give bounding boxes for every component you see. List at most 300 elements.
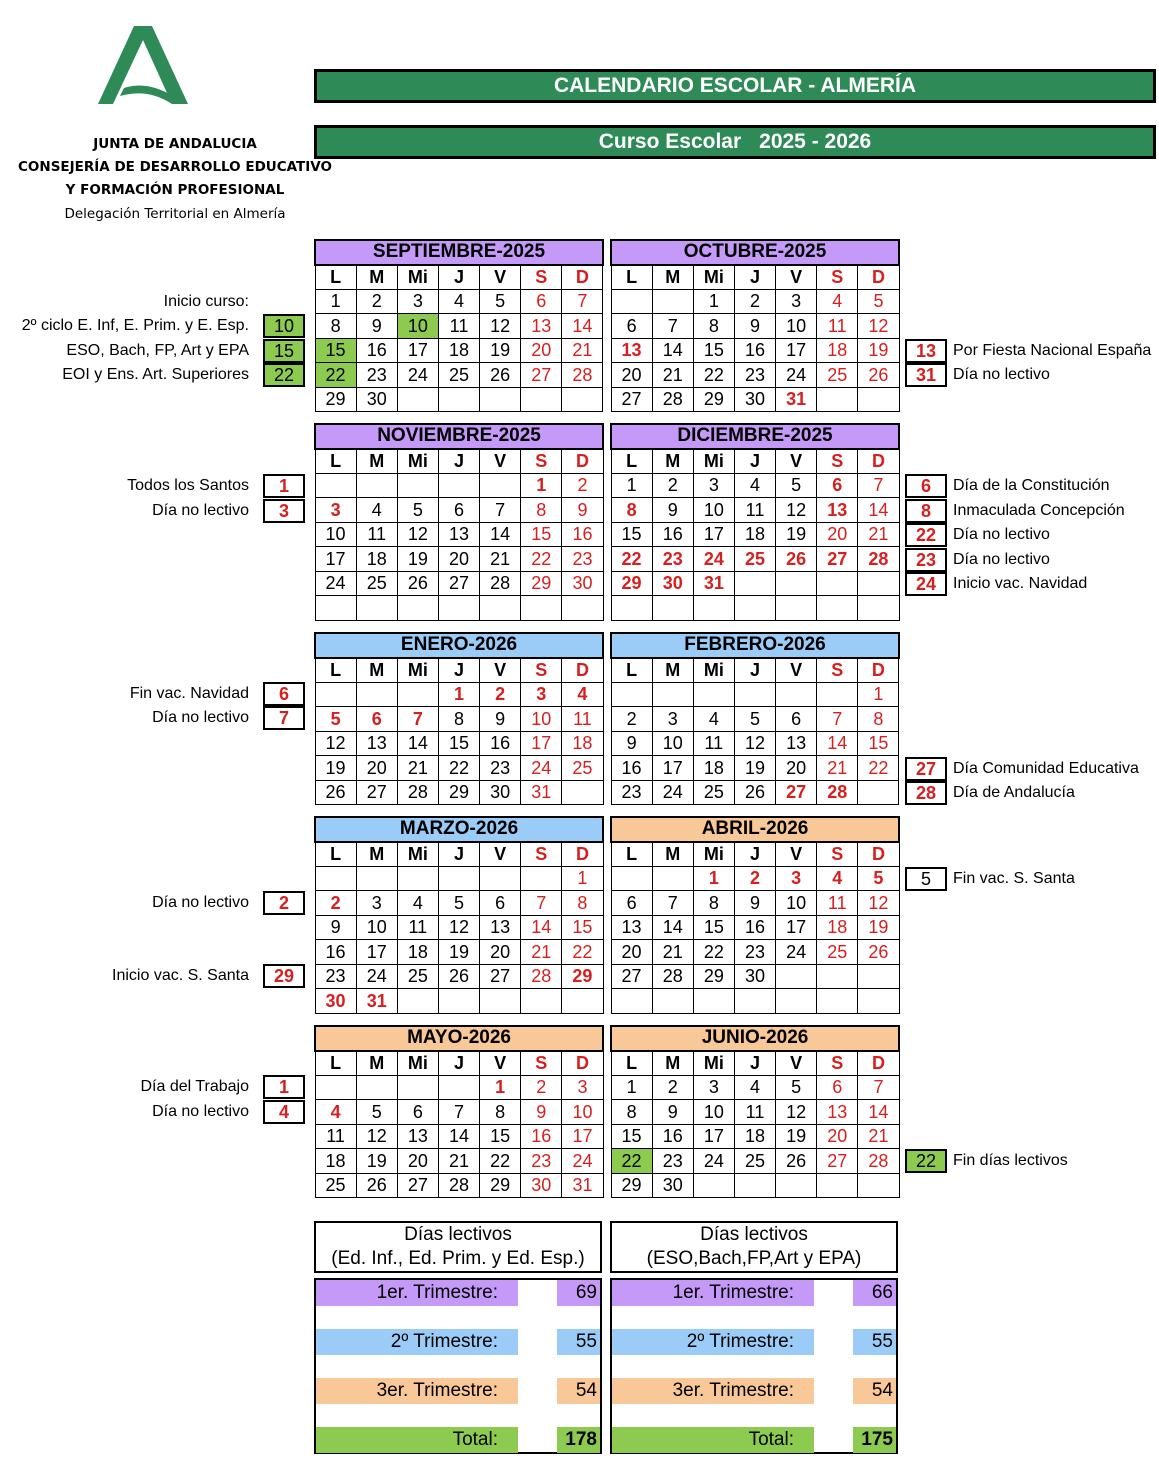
empty-day-cell <box>356 1075 397 1100</box>
weekday-header: L <box>611 842 652 867</box>
day-cell: 4 <box>356 498 397 523</box>
month-title: JUNIO-2026 <box>611 1026 899 1051</box>
right-note-day-box: 31 <box>905 363 947 387</box>
day-cell: 6 <box>817 1075 858 1100</box>
weekday-header: S <box>817 265 858 290</box>
day-cell: 12 <box>776 498 817 523</box>
day-cell: 28 <box>521 964 562 989</box>
day-cell: 16 <box>315 940 356 965</box>
day-cell: 8 <box>562 891 603 916</box>
day-cell: 1 <box>611 1075 652 1100</box>
empty-day-cell <box>315 473 356 498</box>
right-note-label: Inicio vac. Navidad <box>953 575 1088 592</box>
day-cell: 18 <box>693 756 734 781</box>
day-cell: 28 <box>438 1173 479 1198</box>
trimester-row <box>316 1280 600 1306</box>
weekday-header: S <box>521 265 562 290</box>
day-cell: 23 <box>521 1149 562 1174</box>
day-cell: 22 <box>611 1149 652 1174</box>
month-calendar <box>314 239 604 412</box>
day-cell: 4 <box>817 866 858 891</box>
day-cell: 23 <box>480 756 521 781</box>
left-note-label: EOI y Ens. Art. Superiores <box>62 366 249 383</box>
day-cell: 11 <box>438 314 479 339</box>
day-cell: 3 <box>315 498 356 523</box>
day-cell: 15 <box>521 522 562 547</box>
weekday-header: V <box>776 265 817 290</box>
empty-day-cell <box>611 866 652 891</box>
day-cell: 8 <box>315 314 356 339</box>
day-cell: 7 <box>397 707 438 732</box>
day-cell: 10 <box>397 314 438 339</box>
day-cell: 30 <box>356 387 397 412</box>
day-cell: 10 <box>652 731 693 756</box>
weekday-header: D <box>562 449 603 474</box>
day-cell: 3 <box>521 682 562 707</box>
day-cell: 17 <box>397 338 438 363</box>
day-cell: 5 <box>315 707 356 732</box>
day-cell: 13 <box>438 522 479 547</box>
day-cell: 1 <box>315 289 356 314</box>
day-cell: 14 <box>652 915 693 940</box>
day-cell: 16 <box>480 731 521 756</box>
day-cell: 27 <box>817 1149 858 1174</box>
right-note-day-box: 13 <box>905 339 947 363</box>
weekday-header: V <box>480 449 521 474</box>
empty-day-cell <box>562 989 603 1014</box>
day-cell: 21 <box>652 940 693 965</box>
day-cell: 23 <box>652 547 693 572</box>
day-cell: 23 <box>652 1149 693 1174</box>
day-cell: 3 <box>356 891 397 916</box>
month-calendar <box>314 1025 604 1198</box>
lective-days-summary <box>610 1278 898 1454</box>
day-cell: 9 <box>652 1100 693 1125</box>
right-note-day-box: 5 <box>905 867 947 891</box>
empty-day-cell <box>480 387 521 412</box>
day-cell: 2 <box>315 891 356 916</box>
day-cell: 15 <box>315 338 356 363</box>
weekday-header: M <box>356 658 397 683</box>
weekday-header: D <box>562 658 603 683</box>
day-cell: 3 <box>562 1075 603 1100</box>
day-cell: 25 <box>734 1149 775 1174</box>
month-calendar <box>610 816 900 1014</box>
empty-day-cell <box>521 387 562 412</box>
day-cell: 11 <box>734 498 775 523</box>
weekday-header: J <box>438 842 479 867</box>
left-note-day-box: 4 <box>263 1100 305 1124</box>
day-cell: 16 <box>356 338 397 363</box>
day-cell: 1 <box>521 473 562 498</box>
day-cell: 17 <box>562 1124 603 1149</box>
day-cell: 28 <box>652 964 693 989</box>
left-note-day-box: 1 <box>263 1075 305 1099</box>
day-cell: 29 <box>611 571 652 596</box>
month-calendar <box>610 423 900 621</box>
day-cell: 10 <box>315 522 356 547</box>
day-cell: 5 <box>356 1100 397 1125</box>
empty-day-cell <box>858 964 899 989</box>
day-cell: 18 <box>356 547 397 572</box>
school-year-banner <box>314 125 1156 159</box>
empty-day-cell <box>858 780 899 805</box>
day-cell: 10 <box>693 1100 734 1125</box>
weekday-header: L <box>315 265 356 290</box>
weekday-header: D <box>858 265 899 290</box>
left-note-label: Inicio curso: <box>163 293 249 310</box>
day-cell: 25 <box>356 571 397 596</box>
empty-day-cell <box>652 596 693 621</box>
day-cell: 29 <box>438 780 479 805</box>
summary-row-value: 55 <box>557 1329 600 1355</box>
weekday-header: M <box>652 842 693 867</box>
day-cell: 9 <box>562 498 603 523</box>
day-cell: 1 <box>438 682 479 707</box>
day-cell: 3 <box>776 866 817 891</box>
day-cell: 8 <box>858 707 899 732</box>
left-note-day-box: 22 <box>263 363 305 387</box>
empty-day-cell <box>734 989 775 1014</box>
empty-day-cell <box>480 989 521 1014</box>
day-cell: 11 <box>562 707 603 732</box>
empty-day-cell <box>397 1075 438 1100</box>
day-cell: 8 <box>693 314 734 339</box>
right-note-label: Día de Andalucía <box>953 784 1075 801</box>
weekday-header: J <box>438 265 479 290</box>
day-cell: 22 <box>611 547 652 572</box>
weekday-header: V <box>480 1051 521 1076</box>
weekday-header: M <box>356 449 397 474</box>
weekday-header: J <box>734 1051 775 1076</box>
day-cell: 27 <box>438 571 479 596</box>
empty-day-cell <box>611 596 652 621</box>
day-cell: 28 <box>858 547 899 572</box>
left-note-day-box: 7 <box>263 706 305 730</box>
day-cell: 15 <box>562 915 603 940</box>
summary-row-value: 54 <box>853 1378 896 1404</box>
summary-row-label: 2º Trimestre: <box>316 1329 518 1355</box>
day-cell: 18 <box>817 915 858 940</box>
empty-day-cell <box>356 866 397 891</box>
school-year-range: 2025 - 2026 <box>759 130 872 153</box>
day-cell: 18 <box>397 940 438 965</box>
day-cell: 17 <box>776 915 817 940</box>
day-cell: 24 <box>776 363 817 388</box>
day-cell: 24 <box>652 780 693 805</box>
day-cell: 22 <box>438 756 479 781</box>
day-cell: 18 <box>562 731 603 756</box>
day-cell: 4 <box>693 707 734 732</box>
day-cell: 22 <box>315 363 356 388</box>
left-note-day-box: 29 <box>263 964 305 988</box>
empty-day-cell <box>858 571 899 596</box>
day-cell: 10 <box>562 1100 603 1125</box>
day-cell: 26 <box>480 363 521 388</box>
empty-day-cell <box>817 596 858 621</box>
day-cell: 2 <box>356 289 397 314</box>
weekday-header: D <box>562 265 603 290</box>
day-cell: 19 <box>734 756 775 781</box>
day-cell: 28 <box>397 780 438 805</box>
weekday-header: D <box>858 842 899 867</box>
day-cell: 16 <box>652 1124 693 1149</box>
right-note-day-box: 22 <box>905 523 947 547</box>
day-cell: 8 <box>611 498 652 523</box>
org-line-4: Delegación Territorial en Almería <box>64 206 286 222</box>
day-cell: 12 <box>734 731 775 756</box>
day-cell: 20 <box>611 363 652 388</box>
day-cell: 9 <box>734 314 775 339</box>
weekday-header: J <box>734 449 775 474</box>
day-cell: 9 <box>611 731 652 756</box>
day-cell: 24 <box>397 363 438 388</box>
day-cell: 14 <box>858 498 899 523</box>
day-cell: 6 <box>611 314 652 339</box>
day-cell: 17 <box>315 547 356 572</box>
day-cell: 24 <box>693 1149 734 1174</box>
weekday-header: D <box>562 1051 603 1076</box>
empty-day-cell <box>652 866 693 891</box>
day-cell: 21 <box>438 1149 479 1174</box>
empty-day-cell <box>315 866 356 891</box>
day-cell: 27 <box>611 387 652 412</box>
day-cell: 16 <box>562 522 603 547</box>
trimester-row <box>316 1378 600 1404</box>
weekday-header: M <box>356 1051 397 1076</box>
day-cell: 18 <box>438 338 479 363</box>
empty-day-cell <box>776 989 817 1014</box>
weekday-header: Mi <box>693 658 734 683</box>
weekday-header: M <box>652 449 693 474</box>
month-title: ABRIL-2026 <box>611 817 899 842</box>
day-cell: 10 <box>521 707 562 732</box>
empty-day-cell <box>817 964 858 989</box>
summary-row-label: 1er. Trimestre: <box>316 1280 518 1306</box>
day-cell: 3 <box>776 289 817 314</box>
right-note-label: Fin días lectivos <box>953 1152 1068 1169</box>
day-cell: 12 <box>315 731 356 756</box>
day-cell: 11 <box>356 522 397 547</box>
day-cell: 19 <box>480 338 521 363</box>
day-cell: 13 <box>480 915 521 940</box>
empty-day-cell <box>858 596 899 621</box>
empty-day-cell <box>817 571 858 596</box>
weekday-header: S <box>817 449 858 474</box>
day-cell: 30 <box>562 571 603 596</box>
day-cell: 8 <box>480 1100 521 1125</box>
day-cell: 13 <box>611 915 652 940</box>
weekday-header: J <box>438 1051 479 1076</box>
day-cell: 10 <box>693 498 734 523</box>
day-cell: 7 <box>652 891 693 916</box>
left-note-day-box: 10 <box>263 314 305 338</box>
weekday-header: V <box>776 842 817 867</box>
empty-day-cell <box>858 989 899 1014</box>
day-cell: 3 <box>397 289 438 314</box>
trimester-row <box>612 1329 896 1355</box>
weekday-header: L <box>611 1051 652 1076</box>
empty-day-cell <box>734 571 775 596</box>
right-note-day-box: 23 <box>905 548 947 572</box>
weekday-header: L <box>315 1051 356 1076</box>
day-cell: 18 <box>734 522 775 547</box>
day-cell: 11 <box>734 1100 775 1125</box>
day-cell: 19 <box>858 915 899 940</box>
month-title: MAYO-2026 <box>315 1026 603 1051</box>
weekday-header: L <box>611 449 652 474</box>
month-calendar <box>314 423 604 621</box>
day-cell: 9 <box>356 314 397 339</box>
trimester-row <box>316 1329 600 1355</box>
day-cell: 15 <box>611 1124 652 1149</box>
right-note-day-box: 8 <box>905 499 947 523</box>
month-title: OCTUBRE-2025 <box>611 240 899 265</box>
calendar-title: CALENDARIO ESCOLAR - ALMERÍA <box>553 74 917 97</box>
empty-day-cell <box>817 1173 858 1198</box>
day-cell: 11 <box>397 915 438 940</box>
empty-day-cell <box>438 596 479 621</box>
day-cell: 17 <box>693 522 734 547</box>
weekday-header: J <box>734 842 775 867</box>
day-cell: 26 <box>356 1173 397 1198</box>
weekday-header: Mi <box>693 842 734 867</box>
day-cell: 3 <box>652 707 693 732</box>
empty-day-cell <box>734 682 775 707</box>
day-cell: 7 <box>480 498 521 523</box>
day-cell: 19 <box>776 522 817 547</box>
day-cell: 19 <box>776 1124 817 1149</box>
day-cell: 25 <box>397 964 438 989</box>
day-cell: 5 <box>776 473 817 498</box>
left-note-label: Día no lectivo <box>152 894 249 911</box>
day-cell: 12 <box>858 891 899 916</box>
month-title: MARZO-2026 <box>315 817 603 842</box>
left-note-label: 2º ciclo E. Inf, E. Prim. y E. Esp. <box>21 317 249 334</box>
empty-day-cell <box>652 989 693 1014</box>
right-note-label: Día Comunidad Educativa <box>953 760 1139 777</box>
left-note-day-box: 15 <box>263 339 305 363</box>
empty-day-cell <box>356 682 397 707</box>
empty-day-cell <box>480 473 521 498</box>
day-cell: 15 <box>693 338 734 363</box>
day-cell: 18 <box>817 338 858 363</box>
day-cell: 1 <box>858 682 899 707</box>
day-cell: 30 <box>652 571 693 596</box>
day-cell: 29 <box>693 387 734 412</box>
empty-day-cell <box>562 780 603 805</box>
day-cell: 2 <box>652 473 693 498</box>
empty-day-cell <box>611 989 652 1014</box>
day-cell: 25 <box>817 940 858 965</box>
day-cell: 25 <box>734 547 775 572</box>
day-cell: 27 <box>776 780 817 805</box>
empty-day-cell <box>521 866 562 891</box>
day-cell: 12 <box>438 915 479 940</box>
empty-day-cell <box>611 682 652 707</box>
weekday-header: Mi <box>693 1051 734 1076</box>
empty-day-cell <box>315 682 356 707</box>
right-note-label: Día no lectivo <box>953 366 1050 383</box>
weekday-header: Mi <box>397 842 438 867</box>
summary-row-label: 3er. Trimestre: <box>612 1378 814 1404</box>
day-cell: 21 <box>480 547 521 572</box>
day-cell: 19 <box>397 547 438 572</box>
day-cell: 21 <box>817 756 858 781</box>
empty-day-cell <box>693 1173 734 1198</box>
day-cell: 10 <box>356 915 397 940</box>
weekday-header: L <box>611 658 652 683</box>
day-cell: 29 <box>521 571 562 596</box>
day-cell: 19 <box>858 338 899 363</box>
left-note-label: Día no lectivo <box>152 502 249 519</box>
weekday-header: J <box>438 449 479 474</box>
day-cell: 24 <box>521 756 562 781</box>
weekday-header: V <box>776 658 817 683</box>
day-cell: 7 <box>858 473 899 498</box>
day-cell: 2 <box>611 707 652 732</box>
weekday-header: S <box>817 1051 858 1076</box>
day-cell: 3 <box>693 473 734 498</box>
day-cell: 5 <box>858 866 899 891</box>
day-cell: 23 <box>315 964 356 989</box>
day-cell: 30 <box>315 989 356 1014</box>
empty-day-cell <box>858 387 899 412</box>
day-cell: 1 <box>611 473 652 498</box>
day-cell: 17 <box>776 338 817 363</box>
day-cell: 5 <box>734 707 775 732</box>
day-cell: 14 <box>438 1124 479 1149</box>
day-cell: 17 <box>521 731 562 756</box>
summary-row-value: 175 <box>853 1427 896 1453</box>
day-cell: 8 <box>438 707 479 732</box>
day-cell: 22 <box>693 363 734 388</box>
day-cell: 1 <box>562 866 603 891</box>
day-cell: 16 <box>734 338 775 363</box>
weekday-header: M <box>356 265 397 290</box>
empty-day-cell <box>438 1075 479 1100</box>
weekday-header: M <box>652 1051 693 1076</box>
left-note-label: Día no lectivo <box>152 709 249 726</box>
left-note-day-box: 2 <box>263 891 305 915</box>
day-cell: 28 <box>817 780 858 805</box>
day-cell: 15 <box>858 731 899 756</box>
day-cell: 23 <box>734 940 775 965</box>
weekday-header: S <box>521 1051 562 1076</box>
summary-row-value: 54 <box>557 1378 600 1404</box>
day-cell: 5 <box>480 289 521 314</box>
weekday-header: Mi <box>397 1051 438 1076</box>
empty-day-cell <box>693 989 734 1014</box>
weekday-header: Mi <box>397 265 438 290</box>
school-year-label: Curso Escolar <box>598 130 742 153</box>
day-cell: 13 <box>356 731 397 756</box>
day-cell: 2 <box>562 473 603 498</box>
weekday-header: L <box>315 842 356 867</box>
empty-day-cell <box>817 387 858 412</box>
empty-day-cell <box>611 289 652 314</box>
day-cell: 21 <box>858 522 899 547</box>
lective-days-subtitle: (Ed. Inf., Ed. Prim. y Ed. Esp.) <box>331 1248 585 1269</box>
summary-row-label: Total: <box>316 1427 518 1453</box>
right-note-day-box: 28 <box>905 781 947 805</box>
day-cell: 6 <box>776 707 817 732</box>
weekday-header: S <box>817 842 858 867</box>
weekday-header: Mi <box>693 449 734 474</box>
weekday-header: J <box>734 658 775 683</box>
day-cell: 5 <box>858 289 899 314</box>
day-cell: 7 <box>817 707 858 732</box>
